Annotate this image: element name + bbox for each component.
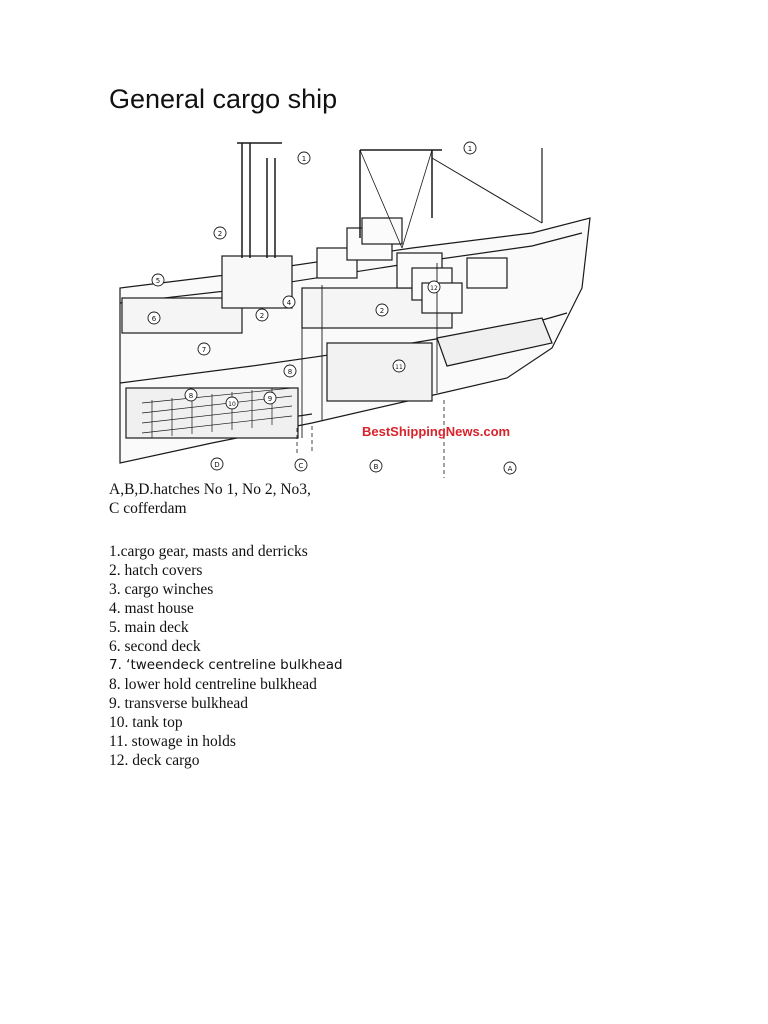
callout-2c-label: 2 bbox=[379, 307, 385, 315]
cargo-ship-diagram bbox=[112, 138, 594, 480]
callout-1a-label: 1 bbox=[301, 155, 307, 163]
callout-11-label: 11 bbox=[395, 364, 403, 371]
section-d-label: D bbox=[214, 461, 220, 469]
section-c-label: C bbox=[298, 462, 304, 470]
legend-item-1: 1.cargo gear, masts and derricks bbox=[109, 543, 308, 560]
section-a-label: A bbox=[507, 465, 513, 473]
legend-item-12: 12. deck cargo bbox=[109, 752, 200, 769]
section-b-label: B bbox=[373, 463, 379, 471]
legend bbox=[109, 480, 669, 770]
page-title: General cargo ship bbox=[109, 84, 338, 114]
legend-item-3: 3. cargo winches bbox=[109, 581, 214, 598]
callout-1b-label: 1 bbox=[467, 145, 473, 153]
legend-item-9: 9. transverse bulkhead bbox=[109, 695, 249, 712]
callout-8a-label: 8 bbox=[188, 392, 194, 400]
callout-4-label: 4 bbox=[286, 299, 292, 307]
callout-12-label: 12 bbox=[430, 285, 438, 292]
legend-item-2: 2. hatch covers bbox=[109, 562, 203, 579]
mid-hold bbox=[327, 343, 432, 401]
hatches-line-1: A,B,D.hatches No 1, No 2, No3, bbox=[109, 481, 311, 498]
watermark: BestShippingNews.com bbox=[362, 424, 511, 439]
mast-house bbox=[222, 256, 292, 308]
callout-9-label: 9 bbox=[267, 395, 273, 403]
legend-item-5: 5. main deck bbox=[109, 619, 189, 636]
callout-2b-label: 2 bbox=[259, 312, 265, 320]
callout-6-label: 6 bbox=[151, 315, 157, 323]
callout-10-label: 10 bbox=[228, 401, 236, 408]
legend-item-7: 7. ‘tweendeck centreline bulkhead bbox=[109, 657, 343, 673]
callout-7-label: 7 bbox=[201, 346, 207, 354]
legend-item-6: 6. second deck bbox=[109, 638, 201, 655]
legend-item-4: 4. mast house bbox=[109, 600, 194, 617]
callout-5-label: 5 bbox=[155, 277, 161, 285]
hatches-line-2: C cofferdam bbox=[109, 500, 187, 517]
callout-2a-label: 2 bbox=[217, 230, 223, 238]
legend-item-8: 8. lower hold centreline bulkhead bbox=[109, 676, 317, 693]
legend-item-11: 11. stowage in holds bbox=[109, 733, 236, 750]
callout-8b-label: 8 bbox=[287, 368, 293, 376]
legend-item-10: 10. tank top bbox=[109, 714, 183, 731]
